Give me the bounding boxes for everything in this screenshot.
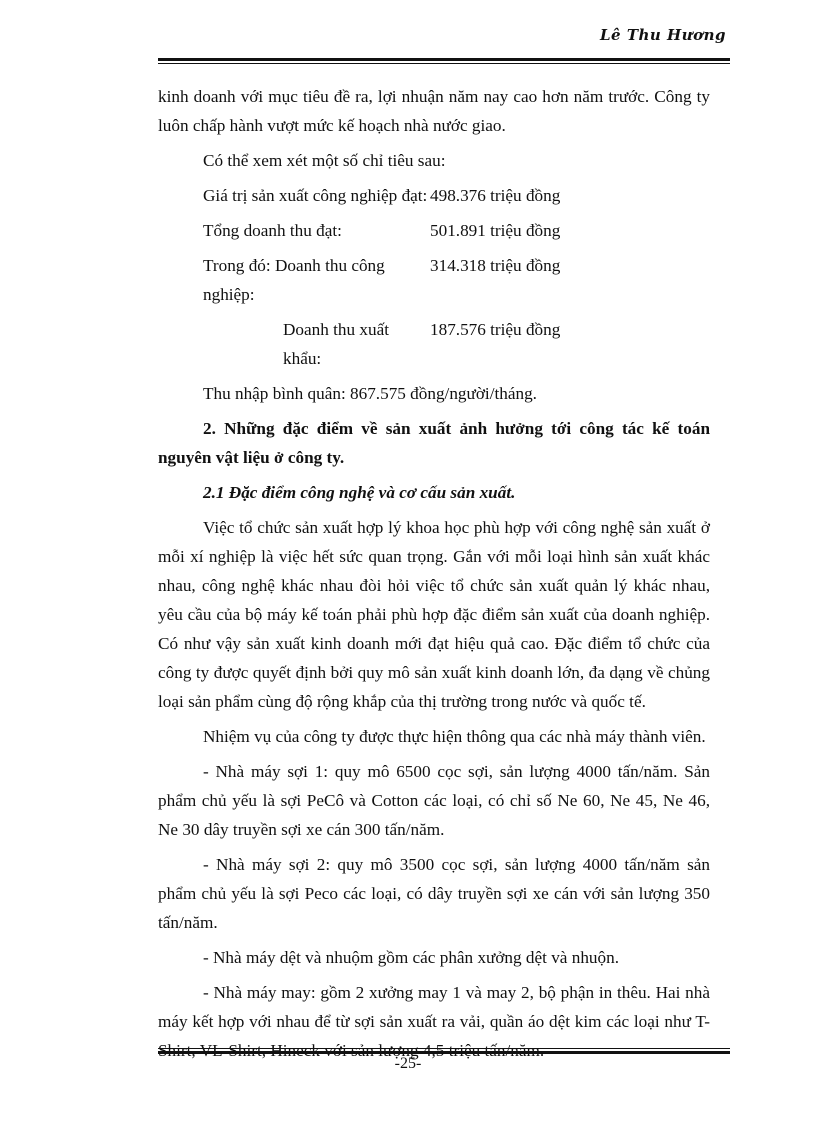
stat-label: Giá trị sản xuất công nghiệp đạt:: [203, 186, 428, 205]
paragraph: Có thể xem xét một số chỉ tiêu sau:: [203, 151, 446, 170]
subsection-heading: 2.1 Đặc điểm công nghệ và cơ cấu sản xuất.: [203, 483, 516, 502]
paragraph: Thu nhập bình quân: 867.575 đồng/người/tháng.: [203, 384, 537, 403]
stat-row: [158, 216, 710, 245]
stat-value: 498.376 triệu đồng: [430, 186, 561, 205]
section-heading: 2. Những đặc điểm về sản xuất ảnh hưởng tới công tác kế toán nguyên vật liệu ở công ty.: [158, 419, 710, 467]
page-body: [158, 82, 710, 1071]
paragraph: kinh doanh với mục tiêu đề ra, lợi nhuận năm nay cao hơn năm trước. Công ty luôn chấp hành vượt mức kế hoạch nhà nước giao.: [158, 87, 710, 135]
stat-label: Doanh thu xuất khẩu:: [283, 320, 389, 368]
stat-row: [158, 315, 710, 373]
header-rule: [158, 58, 730, 64]
stat-row: [158, 251, 710, 309]
list-item: - Nhà máy sợi 2: quy mô 3500 cọc sợi, sản lượng 4000 tấn/năm sản phẩm chủ yếu là sợi Peco các loại, có dây truyền sợi xe cán với sản lượng 350 tấn/năm.: [158, 855, 710, 932]
stat-label: Tổng doanh thu đạt:: [203, 221, 342, 240]
stat-row: [158, 181, 710, 210]
stat-value: 501.891 triệu đồng: [430, 221, 561, 240]
header-author: Lê Thu Hương: [600, 26, 726, 44]
stat-value: 187.576 triệu đồng: [430, 320, 561, 339]
footer-rule: [158, 1048, 730, 1054]
stat-value: 314.318 triệu đồng: [430, 256, 561, 275]
stat-label: Trong đó: Doanh thu công nghiệp:: [203, 256, 385, 304]
page-number: -25-: [394, 1055, 422, 1072]
list-item: - Nhà máy dệt và nhuộm gồm các phân xưởng dệt và nhuộn.: [203, 948, 619, 967]
list-item: - Nhà máy may: gồm 2 xưởng may 1 và may 2, bộ phận in thêu. Hai nhà máy kết hợp với nhau để từ sợi sản xuất ra vải, quần áo dệt kim các loại như T-: [158, 983, 710, 1031]
paragraph: Nhiệm vụ của công ty được thực hiện thông qua các nhà máy thành viên.: [203, 727, 706, 746]
paragraph: Việc tổ chức sản xuất hợp lý khoa học phù hợp với công nghệ sản xuất ở mỗi xí nghiệp là việc hết sức quan trọng. Gắn với mỗi loại hình sản xuất khác nhau, công nghệ khác nhau đòi hỏi việc tổ chức sản xuất quản lý khác nhau, yêu cầu của bộ máy kế toán phải phù hợp đặc điểm sản xuất của doanh nghiệp. Có như vậy sản xuất kinh doanh mới đạt hiệu quả cao. Đặc điểm tổ chức của công ty được quyết định bởi quy mô sản xuất kinh doanh lớn, đa dạng về chủng loại sản phẩm cùng độ rộng khắp của thị trường trong nước và quốc tế.: [158, 518, 710, 711]
list-item: - Nhà máy sợi 1: quy mô 6500 cọc sợi, sản lượng 4000 tấn/năm. Sản phẩm chủ yếu là sợi PeCô và Cotton các loại, có chỉ số Ne 60, Ne 45, Ne 46, Ne 30 dây truyền sợi xe cán 300 tấn/năm.: [158, 762, 710, 839]
